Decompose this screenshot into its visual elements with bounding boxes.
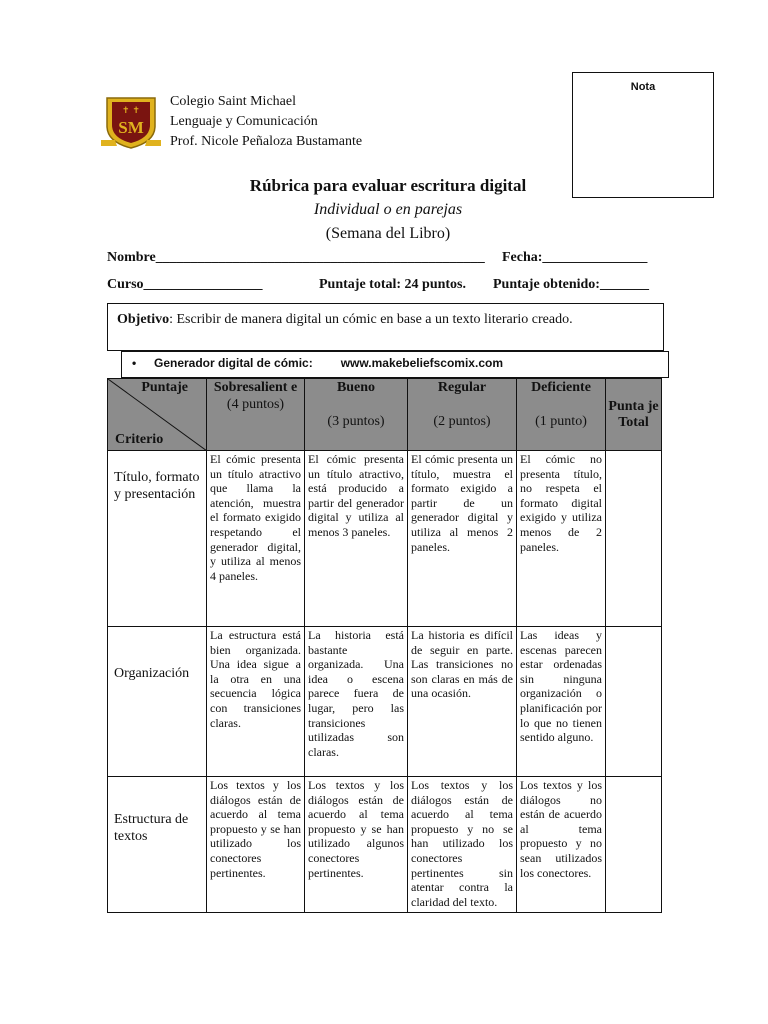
level-header-4 <box>517 379 606 451</box>
level-points: (4 puntos) <box>226 397 285 412</box>
level-points: (3 puntos) <box>327 414 385 429</box>
total-score-cell[interactable] <box>606 627 662 777</box>
descriptor-cell: La historia es difícil de seguir en parte. Las transiciones no son claras en más de una ocasión. <box>408 627 517 777</box>
level-header-2 <box>305 379 408 451</box>
descriptor-cell: La estructura está bien organizada. Una idea sigue a la otra en una secuencia lógica con transiciones claras. <box>207 627 305 777</box>
total-header: Punta je Total <box>606 379 662 451</box>
descriptor-cell: El cómic presenta un título, muestra el formato exigido a partir de un generador digital y utiliza al menos 2 paneles. <box>408 451 517 627</box>
objective-text: : Escribir de manera digital un cómic en base a un texto literario creado. <box>169 312 573 327</box>
descriptor-cell: Los textos y los diálogos están de acuerdo al tema propuesto y se han utilizado los conectores pertinentes. <box>207 777 305 913</box>
level-header-1 <box>207 379 305 451</box>
objective-label: Objetivo <box>117 312 170 327</box>
corner-header <box>108 379 207 451</box>
subject-name: Lenguaje y Comunicación <box>170 114 318 129</box>
course-field[interactable]: Curso_________________ <box>107 277 263 292</box>
descriptor-cell: Las ideas y escenas parecen estar ordenadas sin ninguna organización o planificación por lo que no tienen sentido alguno. <box>517 627 606 777</box>
document-subtitle: Individual o en parejas <box>313 201 463 218</box>
criterion-cell: Estructura de textos <box>108 777 207 913</box>
generator-box <box>121 351 669 378</box>
school-logo <box>101 96 161 150</box>
total-score-cell[interactable] <box>606 777 662 913</box>
logo-crosses: ✝ ✝ <box>122 106 140 116</box>
total-score: Puntaje total: 24 puntos. <box>319 277 467 292</box>
generator-label: Generador digital de cómic: <box>154 356 313 370</box>
table-row <box>108 451 662 627</box>
corner-score-label: Puntaje <box>141 380 188 395</box>
descriptor-cell: El cómic no presenta título, no respeta el formato digital exigido y utiliza menos de 2 paneles. <box>517 451 606 627</box>
table-row <box>108 777 662 913</box>
level-title: Sobresalient e <box>213 380 298 395</box>
level-title: Deficiente <box>531 380 591 395</box>
name-field[interactable]: Nombre_______________________________________________ <box>107 250 485 265</box>
generator-link[interactable]: www.makebeliefscomix.com <box>340 356 503 370</box>
logo-letters: SM <box>118 118 144 137</box>
descriptor-cell: El cómic presenta un título atractivo que llama la atención, muestra el formato exigido respetando el generador digital, y utiliza al menos 4 paneles. <box>207 451 305 627</box>
total-score-cell[interactable] <box>606 451 662 627</box>
corner-criterion-label: Criterio <box>115 432 164 447</box>
criterion-cell: Título, formato y presentación <box>108 451 207 627</box>
bullet-icon: • <box>132 356 137 370</box>
date-field[interactable]: Fecha:_______________ <box>502 250 648 265</box>
level-title: Regular <box>437 380 487 395</box>
level-header-3 <box>408 379 517 451</box>
table-row <box>108 627 662 777</box>
objective-box <box>107 303 664 351</box>
document-title: Rúbrica para evaluar escritura digital <box>249 176 527 195</box>
descriptor-cell: Los textos y los diálogos están de acuerdo al tema propuesto y se han utilizado algunos conectores pertinentes. <box>305 777 408 913</box>
school-name: Colegio Saint Michael <box>170 94 296 109</box>
level-points: (2 puntos) <box>433 414 491 429</box>
descriptor-cell: Los textos y los diálogos están de acuerdo al tema propuesto y no se han utilizado los conectores pertinentes sin atentar contra la claridad del texto. <box>408 777 517 913</box>
document-week: (Semana del Libro) <box>325 225 451 242</box>
descriptor-cell: Los textos y los diálogos no están de acuerdo al tema propuesto y no sean utilizados los conectores. <box>517 777 606 913</box>
descriptor-cell: El cómic presenta un título atractivo, está producido a partir del generador digital y utiliza al menos 3 paneles. <box>305 451 408 627</box>
obtained-score-field[interactable]: Puntaje obtenido:_______ <box>493 277 649 292</box>
level-title: Bueno <box>336 380 376 395</box>
grade-label: Nota <box>630 81 656 93</box>
teacher-name: Prof. Nicole Peñaloza Bustamante <box>170 134 363 149</box>
criterion-cell: Organización <box>108 627 207 777</box>
rubric-table <box>107 378 661 913</box>
descriptor-cell: La historia está bastante organizada. Una idea o escena parece fuera de lugar, pero las transiciones utilizadas son claras. <box>305 627 408 777</box>
level-points: (1 punto) <box>535 414 587 429</box>
